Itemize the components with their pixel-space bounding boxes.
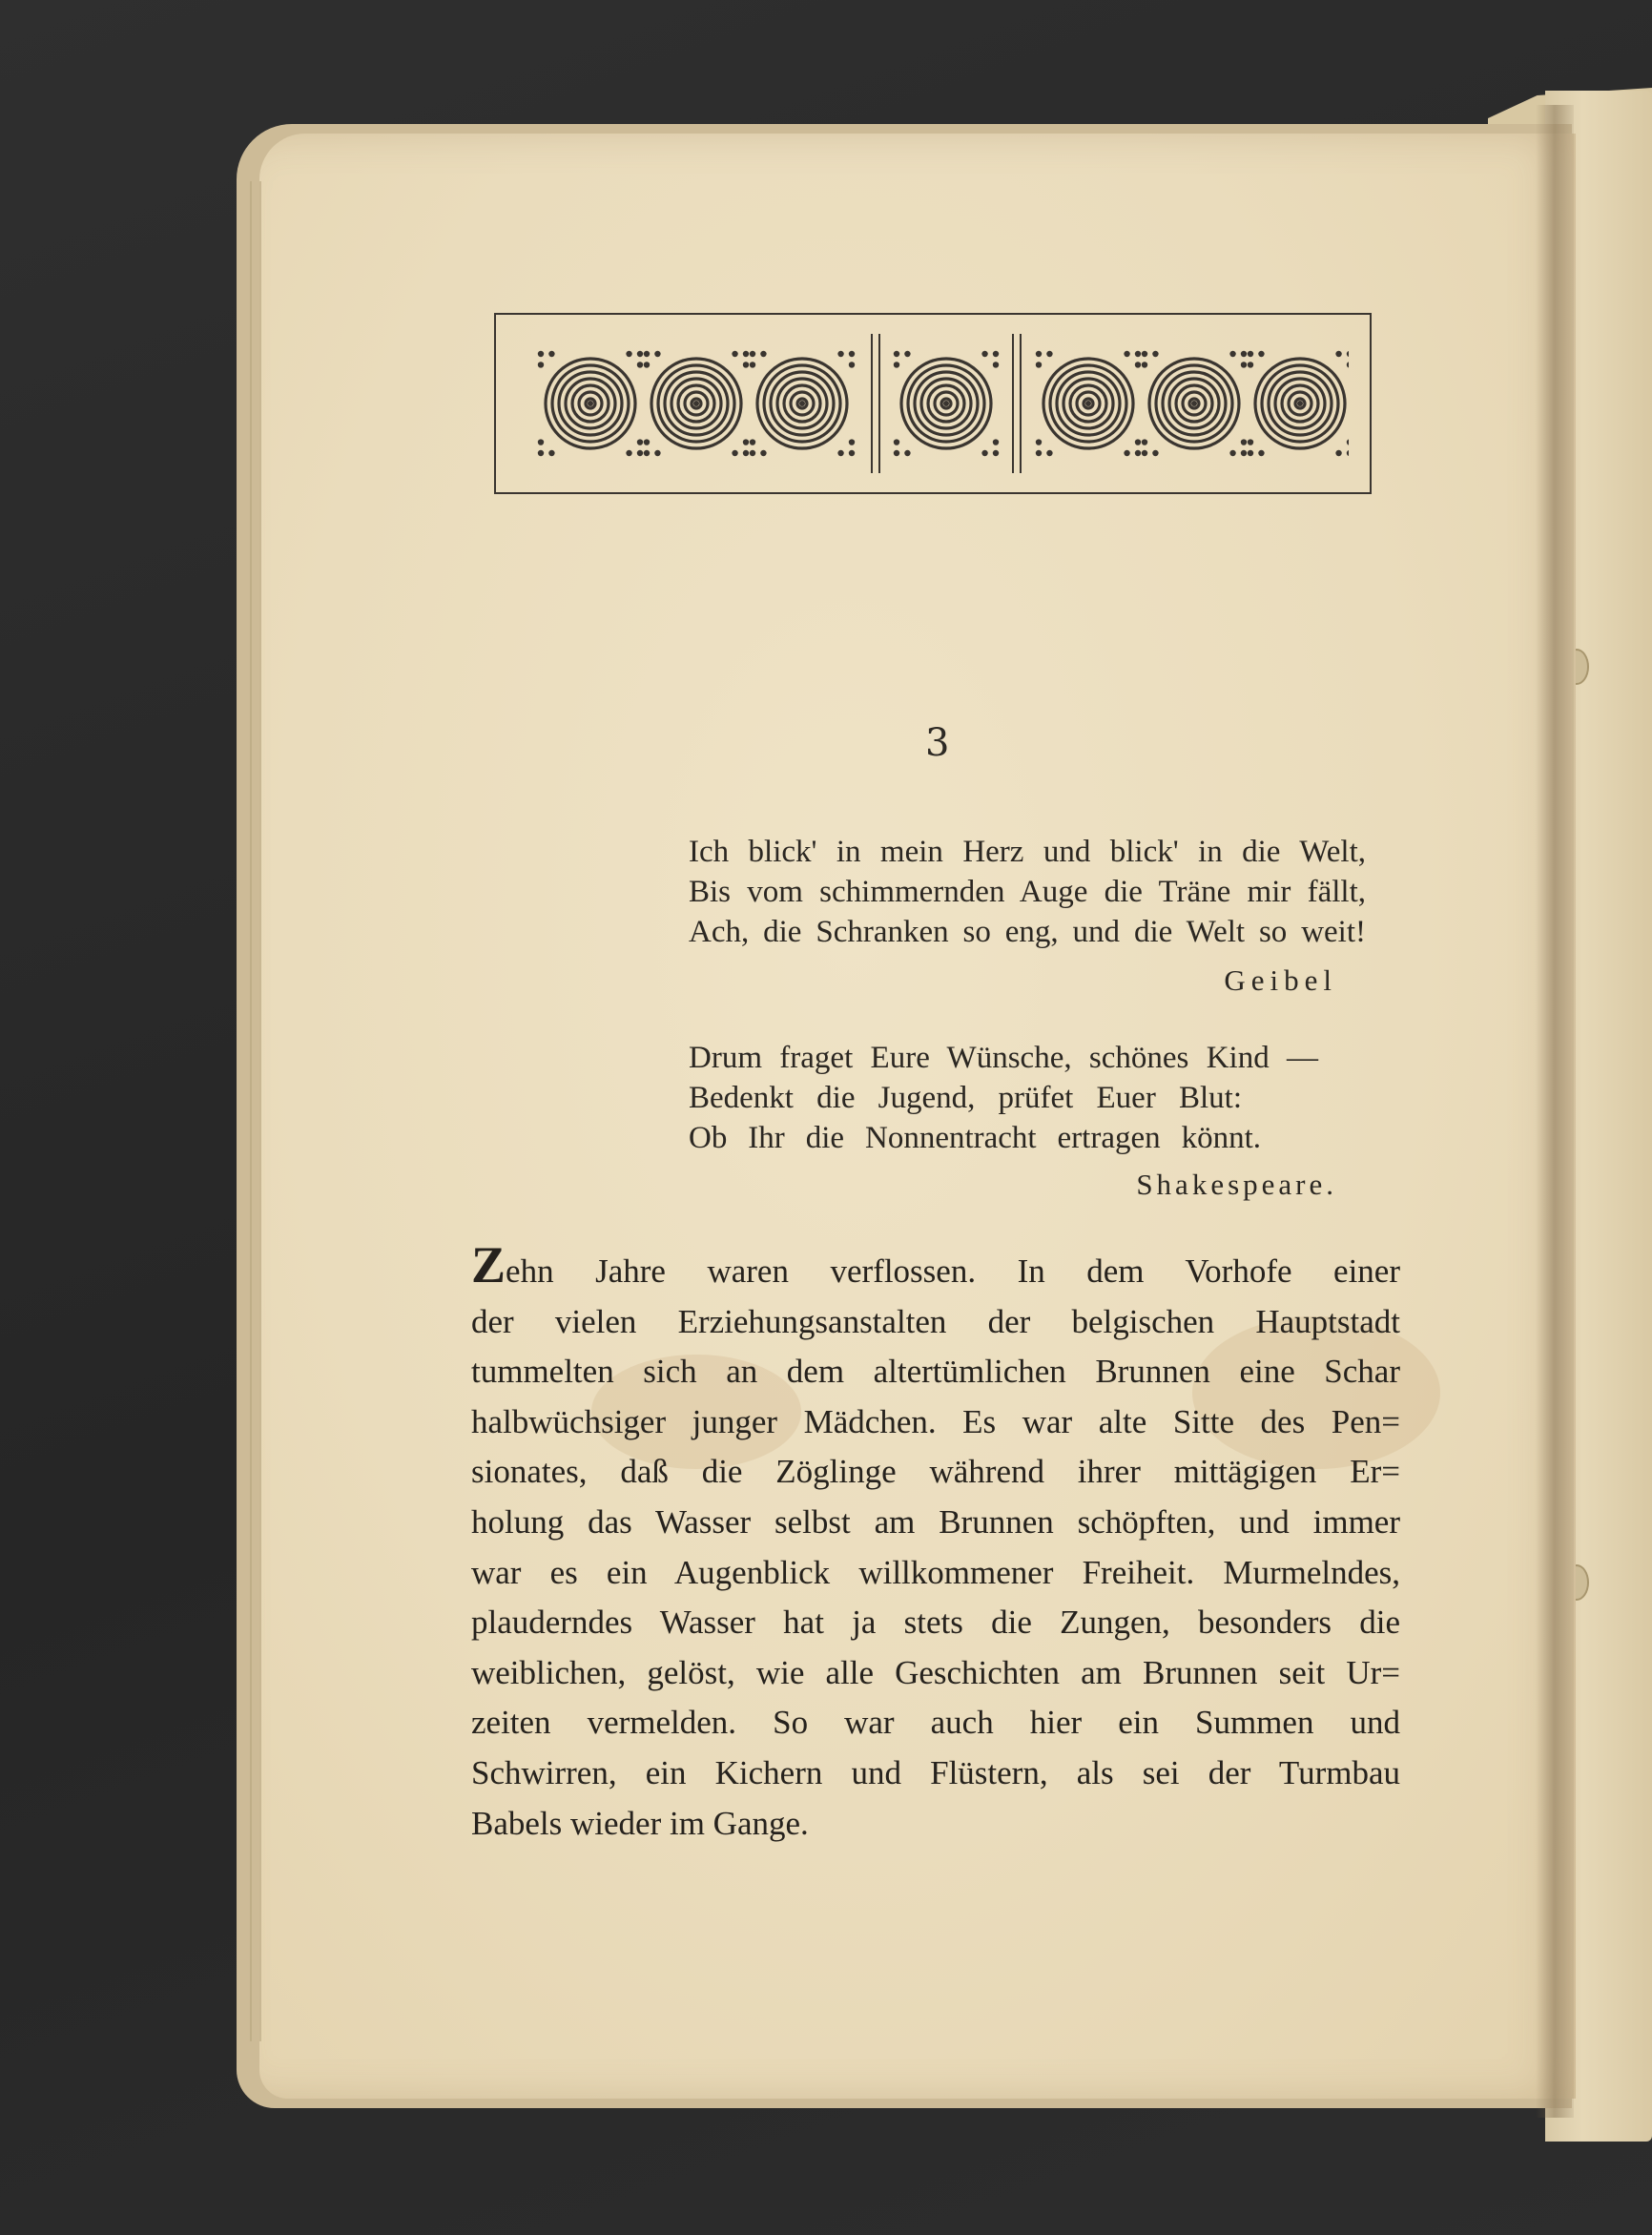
ornament-dot [1258, 450, 1264, 456]
ornament-dot [538, 362, 544, 367]
ornament-dot [1335, 450, 1341, 456]
ornament-dot [993, 439, 999, 445]
ornament-dot [1152, 450, 1158, 456]
gutter-shadow [1536, 105, 1574, 2118]
ornament-center-dot [799, 401, 805, 406]
ornament-dot [548, 351, 554, 357]
ornament-dot [538, 450, 544, 456]
ornament-dot [837, 450, 843, 456]
epigraph-line: Bedenkt die Jugend, prüfet Euer Blut: [689, 1081, 1242, 1115]
ornament-dot [894, 439, 899, 445]
ornament-dot [904, 351, 910, 357]
ornament-dot [637, 439, 643, 445]
ornament-dot [1124, 351, 1129, 357]
ornament-dot [1248, 351, 1253, 357]
body-line: der vielen Erziehungsanstalten der belgischen Hauptstadt [471, 1302, 1400, 1340]
ornament-dot [743, 351, 749, 357]
body-line: war es ein Augenblick willkommener Freiheit. Murmelndes, [471, 1553, 1400, 1591]
ornament-dot [1258, 351, 1264, 357]
body-paragraph [471, 1236, 1400, 1849]
ornament-dot [750, 362, 755, 367]
ornament-dot [894, 351, 899, 357]
body-line: weiblichen, gelöst, wie alle Geschichten am Brunnen seit Ur= [471, 1653, 1400, 1691]
ornament-dot [1347, 362, 1349, 367]
ornament-dot [743, 439, 749, 445]
ornament-dot [993, 351, 999, 357]
epigraph-line: Ich blick' in mein Herz und blick' in die Welt, [689, 835, 1366, 869]
body-line-last: Babels wieder im Gange. [471, 1804, 809, 1842]
ornament-center-dot [943, 401, 949, 406]
body-line: Schwirren, ein Kichern und Flüstern, als sei der Turmbau [471, 1753, 1400, 1791]
ornament-dot [1142, 439, 1147, 445]
ornament-dot [1241, 362, 1247, 367]
ornament-dot [993, 362, 999, 367]
ornament-dot [654, 351, 660, 357]
ornament-dot [1046, 450, 1052, 456]
body-line: sionates, daß die Zöglinge während ihrer mittägigen Er= [471, 1453, 1400, 1491]
ornament-dot [1036, 439, 1042, 445]
ornament-dot [1241, 439, 1247, 445]
ornament-dot [1335, 351, 1341, 357]
ornament-dot [760, 351, 766, 357]
ornament-dot [732, 351, 737, 357]
ornament-dot [1036, 450, 1042, 456]
ornament-dot [750, 351, 755, 357]
ornament-dot [750, 450, 755, 456]
ornament-dot [981, 351, 987, 357]
ornament-dot [626, 450, 631, 456]
ornament-dot [849, 439, 855, 445]
ornament-dot [1142, 450, 1147, 456]
ornament-dot [1248, 439, 1253, 445]
body-line: zeiten vermelden. So war auch hier ein Summen und [471, 1704, 1400, 1742]
ornament-dot [1347, 450, 1349, 456]
ornament-dot [644, 362, 650, 367]
epigraph-line: Ob Ihr die Nonnentracht ertragen könnt. [689, 1121, 1261, 1155]
body-line: plauderndes Wasser hat ja stets die Zungen, besonders die [471, 1604, 1400, 1642]
ornament-dot [1036, 362, 1042, 367]
ornament-dot [538, 351, 544, 357]
ornament-dot [849, 450, 855, 456]
epigraph-attribution-geibel: Geibel [1224, 963, 1337, 997]
ornament-dot [644, 439, 650, 445]
ornament-dot [1229, 351, 1235, 357]
ornament-dot [644, 351, 650, 357]
ornament-dot [637, 450, 643, 456]
ornament-dot [760, 450, 766, 456]
ornament-dot [750, 439, 755, 445]
ornament-dot [993, 450, 999, 456]
ornament-dot [1248, 362, 1253, 367]
body-line-text: ehn Jahre waren verflossen. In dem Vorhofe einer [506, 1252, 1400, 1290]
ornament-dot [743, 362, 749, 367]
body-line: holung das Wasser selbst am Brunnen schöpften, und immer [471, 1502, 1400, 1541]
ornament-dot [743, 450, 749, 456]
ornament-dot [1135, 450, 1141, 456]
epigraph-geibel [689, 832, 1366, 952]
ornament-dot [637, 351, 643, 357]
ornament-dot [1135, 351, 1141, 357]
ornament-dot [1347, 439, 1349, 445]
ornament-center-dot [1297, 401, 1303, 406]
concentric-circles-ornament [517, 334, 1349, 473]
ornament-dot [1347, 351, 1349, 357]
ornament-dot [654, 450, 660, 456]
body-line: tummelten sich an dem altertümlichen Brunnen eine Schar [471, 1353, 1400, 1391]
ornament-dot [1135, 362, 1141, 367]
chapter-number: 3 [925, 721, 950, 765]
ornament-dot [904, 450, 910, 456]
ornament-dot [548, 450, 554, 456]
ornament-dot [894, 362, 899, 367]
ornament-dot [732, 450, 737, 456]
ornament-dot [849, 351, 855, 357]
ornament-dot [1142, 351, 1147, 357]
ornament-dot [1152, 351, 1158, 357]
ornament-dot [894, 450, 899, 456]
ornament-dot [1229, 450, 1235, 456]
ornament-dot [1241, 351, 1247, 357]
ornament-dot [1241, 450, 1247, 456]
ornament-center-dot [1191, 401, 1197, 406]
ornamental-header-band [494, 313, 1372, 494]
ornament-center-dot [1085, 401, 1091, 406]
epigraph-line: Bis vom schimmernden Auge die Träne mir fällt, [689, 875, 1366, 909]
body-line: halbwüchsiger junger Mädchen. Es war alte Sitte des Pen= [471, 1402, 1400, 1440]
ornament-dot [626, 351, 631, 357]
ornament-dot [1248, 450, 1253, 456]
ornament-dot [1142, 362, 1147, 367]
ornament-dot [637, 362, 643, 367]
ornament-dot [538, 439, 544, 445]
epigraph-attribution-shakespeare: Shakespeare. [1136, 1168, 1337, 1201]
ornament-center-dot [588, 401, 593, 406]
epigraph-line: Ach, die Schranken so eng, und die Welt so weit! [689, 915, 1366, 949]
body-line-first [471, 1236, 1400, 1297]
page-edge-lines [250, 181, 261, 2041]
ornament-dot [1135, 439, 1141, 445]
ornament-dot [837, 351, 843, 357]
ornament-dot [981, 450, 987, 456]
dropcap: Z [471, 1236, 506, 1293]
epigraph-line: Drum fraget Eure Wünsche, schönes Kind — [689, 1041, 1318, 1075]
ornament-center-dot [693, 401, 699, 406]
epigraph-shakespeare [689, 1038, 1366, 1158]
ornament-dot [849, 362, 855, 367]
ornament-dot [1124, 450, 1129, 456]
ornament-dot [644, 450, 650, 456]
ornament-dot [1046, 351, 1052, 357]
ornament-dot [1036, 351, 1042, 357]
